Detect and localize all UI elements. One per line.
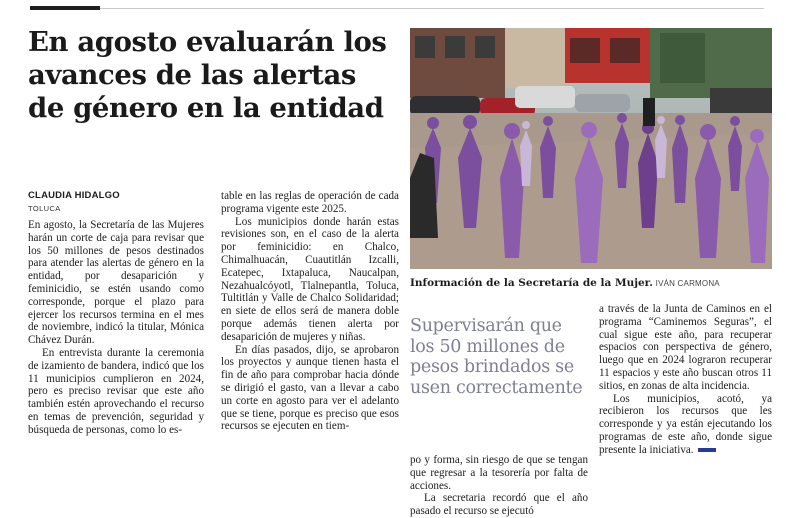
paragraph: Los municipios donde harán estas revisiones son, en el caso de la alerta por feminicidio: en Chalco, Chimalhuacán, Cuautitlán Izcalli, Ecatepec, Ixtapaluca, Naucalpan, Nezahualcóyotl, Tlalnepantla, Toluca, Tultitlán y Valle de Chalco Solidaridad; en siete de ellos será de manera doble porque además tienen alerta por desaparición de mujeres y niñas. — [221, 215, 399, 343]
photo-illustration — [410, 28, 772, 269]
headline: En agosto evaluarán los avances de las alertas de género en la entidad — [28, 26, 387, 124]
pull-quote: Supervisarán que los 50 millones de pesos brindados se usen correctamente — [410, 316, 583, 398]
photo-credit: IVÁN CARMONA — [655, 279, 720, 288]
end-mark — [698, 448, 716, 452]
paragraph-text: Los municipios, acotó, ya recibieron los recursos que les corresponde y ya están ejecutando los programas de este año, donde sigue presente la iniciativa. — [599, 392, 772, 456]
section-rule-bar — [30, 6, 100, 10]
paragraph: En agosto, la Secretaría de las Mujeres harán un corte de caja para revisar que los 50 millones de pesos destinados para atender las alertas de género en la entidad, por desaparición y feminicidio, se estén usando como corresponde, porque el plazo para ejercer los recursos termina en el mes de noviembre, indicó la titular, Mónica Chávez Durán. — [28, 219, 204, 347]
dateline: TOLUCA — [28, 204, 61, 213]
news-photo — [410, 28, 772, 269]
column-1 — [28, 219, 204, 437]
column-2 — [221, 190, 399, 433]
paragraph: a través de la Junta de Caminos en el programa “Caminemos Seguras”, el cual sigue este año, para recuperar espacios con perspectiva de género, luego que en 2024 lograron recuperar 11 espacios y este año buscan otros 11 sitios, en zonas de alta incidencia. — [599, 303, 772, 392]
paragraph-last — [599, 393, 772, 457]
caption-text: Información de la Secretaría de la Mujer. — [410, 277, 653, 289]
photo-caption — [410, 277, 776, 289]
paragraph: En entrevista durante la ceremonia de izamiento de bandera, indicó que los 11 municipios cumplieron en 2024, pero es preciso revisar que este año también estén aprovechando el recurso en temas de prevención, seguridad y búsqueda de personas, como lo es- — [28, 346, 204, 436]
column-4 — [599, 303, 772, 457]
paragraph: En días pasados, dijo, se aprobaron los proyectos y aunque tienen hasta el fin de año para comprobar hacia dónde se dirigió el gasto, van a llevar a cabo un corte en agosto para ver el adelanto que se tiene, porque es preciso que esos recursos se ejecuten en tiem- — [221, 343, 399, 433]
column-3 — [410, 454, 588, 518]
byline: CLAUDIA HIDALGO — [28, 190, 120, 201]
section-rule-line — [100, 8, 764, 9]
paragraph: table en las reglas de operación de cada programa vigente este 2025. — [221, 190, 399, 215]
paragraph: po y forma, sin riesgo de que se tengan que regresar a la tesorería por falta de acciones. — [410, 454, 588, 492]
paragraph: La secretaria recordó que el año pasado el recurso se ejecutó — [410, 492, 588, 518]
